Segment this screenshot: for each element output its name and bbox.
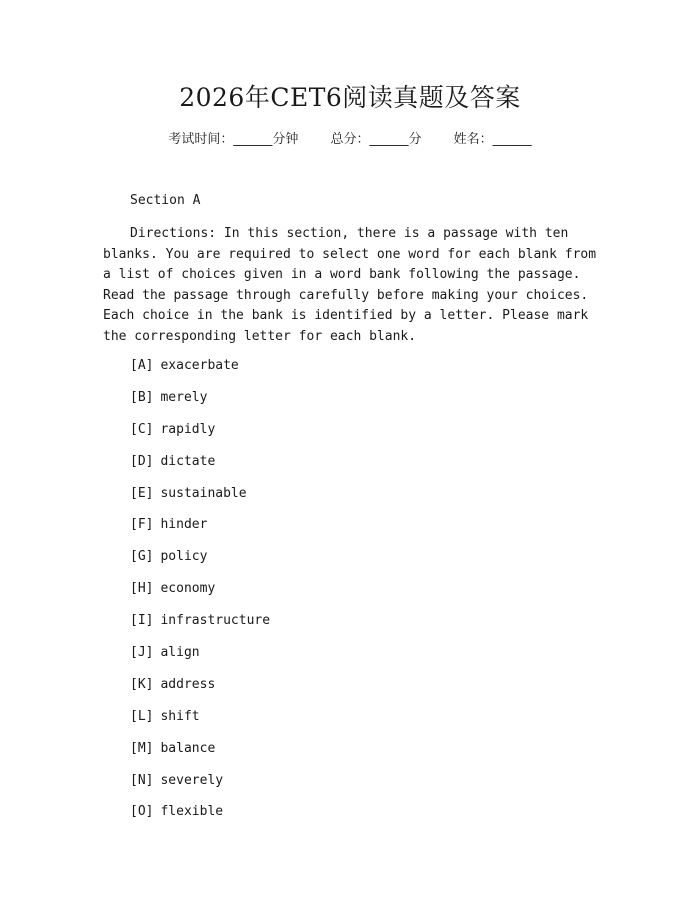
- word-bank-item: [130, 740, 270, 772]
- choice-letter: [K]: [130, 676, 154, 692]
- choice-word: policy: [160, 549, 208, 565]
- word-bank-item: [130, 548, 270, 580]
- word-bank-item: [130, 772, 270, 804]
- choice-letter: [B]: [130, 389, 154, 405]
- exam-meta-line: [0, 130, 700, 150]
- choice-word: hinder: [160, 517, 208, 533]
- word-bank-item: [130, 644, 270, 676]
- choice-word: rapidly: [160, 421, 216, 437]
- choice-letter: [D]: [130, 453, 154, 469]
- word-bank-item: [130, 708, 270, 740]
- word-bank-item: [130, 676, 270, 708]
- choice-word: flexible: [160, 804, 224, 820]
- choice-letter: [M]: [130, 740, 154, 756]
- word-bank-item: [130, 580, 270, 612]
- word-bank-item: [130, 421, 270, 453]
- directions-paragraph: Directions: In this section, there is a passage with ten blanks. You are required to select one word for each blank from a list of choices given in a word bank following the passage. Read the passage through carefully before making your choices. Each choice in the bank is identified by a letter. Please mark the corresponding letter for each blank.: [103, 226, 597, 344]
- total-score-field: 总分：______分: [330, 132, 422, 147]
- word-bank-item: [130, 516, 270, 548]
- choice-word: merely: [160, 389, 208, 405]
- section-heading: Section A: [130, 193, 201, 208]
- choice-word: shift: [160, 708, 200, 724]
- choice-word: balance: [160, 740, 216, 756]
- page-title: 2026年CET6阅读真题及答案: [179, 83, 521, 112]
- word-bank-item: [130, 389, 270, 421]
- choice-word: infrastructure: [160, 613, 271, 629]
- word-bank-item: [130, 485, 270, 517]
- choice-letter: [L]: [130, 708, 154, 724]
- choice-word: dictate: [160, 453, 216, 469]
- choice-letter: [N]: [130, 772, 154, 788]
- choice-letter: [A]: [130, 358, 154, 373]
- word-bank-item: [130, 803, 270, 835]
- choice-letter: [E]: [130, 485, 154, 501]
- choice-letter: [J]: [130, 645, 154, 661]
- choice-letter: [G]: [130, 549, 154, 565]
- choice-letter: [F]: [130, 517, 154, 533]
- exam-time-field: 考试时间：______分钟: [168, 132, 299, 147]
- choice-word: severely: [160, 772, 224, 788]
- choice-word: sustainable: [160, 485, 247, 501]
- choice-letter: [C]: [130, 421, 154, 437]
- choice-word: economy: [160, 581, 216, 597]
- name-field: 姓名：______: [453, 132, 532, 147]
- choice-word: address: [160, 676, 216, 692]
- word-bank-list: [130, 357, 270, 835]
- choice-letter: [I]: [130, 613, 154, 629]
- choice-letter: [O]: [130, 804, 154, 820]
- word-bank-item: [130, 612, 270, 644]
- choice-word: align: [160, 645, 200, 661]
- word-bank-item: [130, 453, 270, 485]
- choice-letter: [H]: [130, 581, 154, 597]
- choice-word: exacerbate: [160, 358, 239, 373]
- word-bank-item: [130, 357, 270, 389]
